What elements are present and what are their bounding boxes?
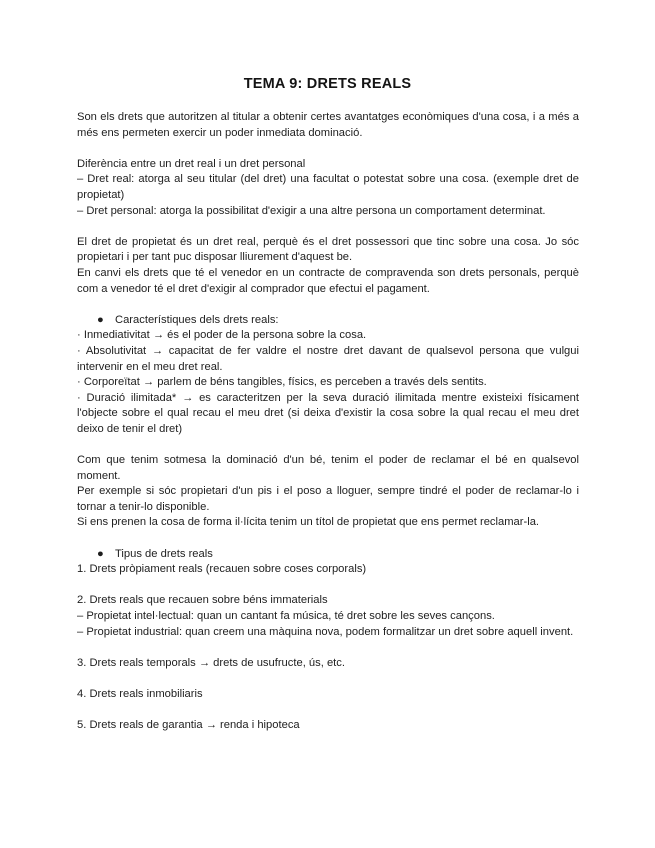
type-subitem: – Propietat industrial: quan creem una màquina nova, podem formalitzar un dret sobre aquell invent. xyxy=(77,625,574,638)
page-title: TEMA 9: DRETS REALS xyxy=(243,76,412,92)
illicit-paragraph: Si ens prenen la cosa de forma il·lícita tenim un títol de propietat que ens permet reclamar-la. xyxy=(77,516,540,529)
rental-example-paragraph: Per exemple si sóc propietari d'un pis i el poso a lloguer, sempre tindré el poder de reclamar-lo i tornar a tenir-lo disponible. xyxy=(77,485,579,513)
document-body xyxy=(77,110,579,734)
bullet-icon: ● xyxy=(97,313,104,326)
domination-paragraph: Com que tenim sotmesa la dominació d'un bé, tenim el poder de reclamar el bé en qualsevol moment. xyxy=(77,454,579,482)
characteristics-heading xyxy=(77,313,579,329)
property-paragraph: El dret de propietat és un dret real, perquè és el dret possessori que tinc sobre una cosa. Jo sóc propietari i per tant puc disposar lliurement d'aquest be. xyxy=(77,235,579,264)
characteristic-item: · Duració ilimitada* → es caracteritzen per la seva duració ilimitada mentre existeixi físicament l'objecte sobre el qual recau el meu dret (si deixa d'existir la cosa sobre la qual recau el meu dret deixo de tenir el dret) xyxy=(77,391,579,435)
real-right-definition: – Dret real: atorga al seu titular (del dret) una facultat o potestat sobre una cosa. (exemple dret de propietat) xyxy=(77,173,579,201)
type-item: 3. Drets reals temporals → drets de usufructe, ús, etc. xyxy=(77,656,345,669)
personal-right-definition: – Dret personal: atorga la possibilitat d'exigir a una altre persona un comportament determinat. xyxy=(77,204,546,217)
types-heading xyxy=(77,547,579,563)
types-heading-text: Tipus de drets reals xyxy=(115,547,213,560)
difference-heading: Diferència entre un dret real i un dret personal xyxy=(77,157,306,170)
type-item: 5. Drets reals de garantia → renda i hipoteca xyxy=(77,719,300,732)
type-item: 2. Drets reals que recauen sobre béns immaterials xyxy=(77,594,328,607)
characteristic-item: · Corporeïtat → parlem de béns tangibles, físics, es perceben a través dels sentits. xyxy=(77,376,487,389)
type-item: 4. Drets reals inmobiliaris xyxy=(77,687,203,700)
intro-paragraph: Son els drets que autoritzen al titular a obtenir certes avantatges econòmiques d'una cosa, i a més a més ens permeten exercir un poder inmediata dominació. xyxy=(77,111,579,139)
type-item: 1. Drets pròpiament reals (recauen sobre coses corporals) xyxy=(77,563,367,576)
characteristic-item: · Inmediativitat → és el poder de la persona sobre la cosa. xyxy=(77,329,367,342)
characteristics-heading-text: Característiques dels drets reals: xyxy=(115,313,279,326)
characteristic-item: · Absolutivitat → capacitat de fer valdre el nostre dret davant de qualsevol persona que vulgui intervenir en el meu dret real. xyxy=(77,344,579,373)
type-subitem: – Propietat intel·lectual: quan un cantant fa música, té dret sobre les seves cançons. xyxy=(77,610,495,622)
bullet-icon: ● xyxy=(97,547,104,560)
sale-paragraph: En canvi els drets que té el venedor en un contracte de compravenda son drets personals, perquè com a venedor té el dret d'exigir al comprador que efectui el pagament. xyxy=(77,266,579,295)
